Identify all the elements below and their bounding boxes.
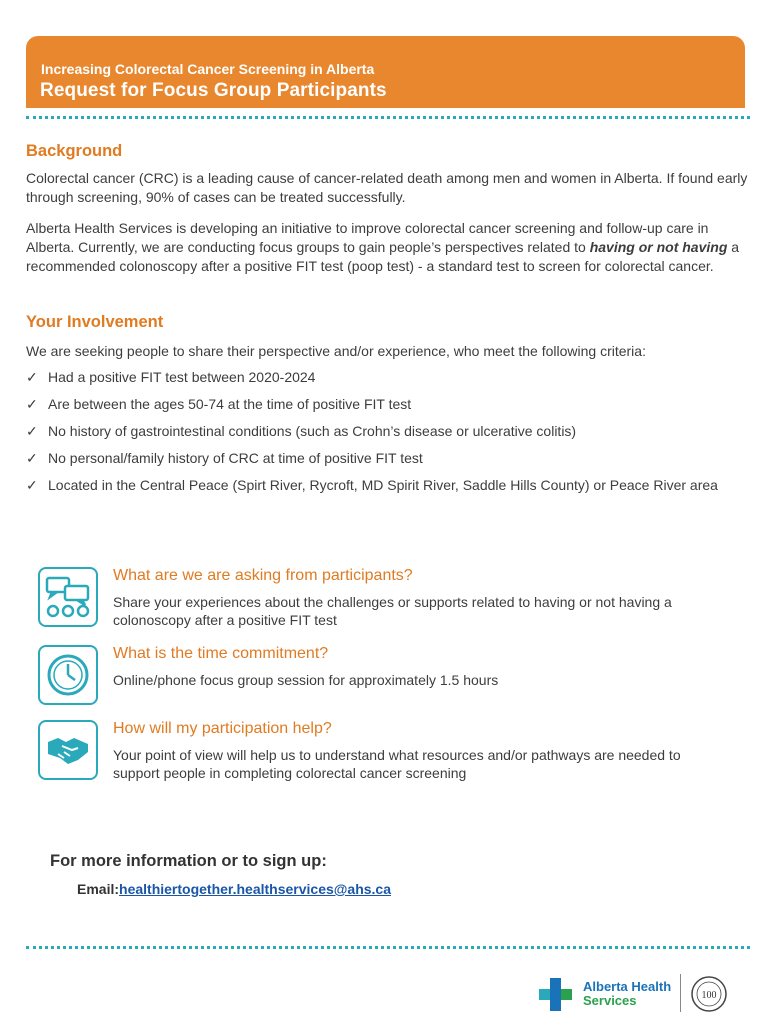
header-subtitle: Increasing Colorectal Cancer Screening in Alberta: [41, 61, 375, 77]
info-title-time: What is the time commitment?: [113, 645, 329, 662]
email-link[interactable]: healthiertogether.healthservices@ahs.ca: [119, 881, 392, 897]
background-heading: Background: [26, 142, 123, 160]
chat-bubbles-people-icon: [38, 567, 98, 627]
email-row: [77, 881, 391, 897]
top-divider: [26, 116, 750, 119]
background-paragraph-2: [26, 219, 751, 276]
criteria-item: [26, 395, 751, 414]
background-paragraph-1: Colorectal cancer (CRC) is a leading cause of cancer-related death among men and women in Alberta. If found early through screening, 90% of cases can be treated successfully.: [26, 170, 748, 205]
ahs-logo: [537, 972, 737, 1016]
logo-divider: [680, 974, 681, 1012]
criteria-text: Located in the Central Peace (Spirt River, Rycroft, MD Spirit River, Saddle Hills County) or Peace River area: [48, 477, 718, 493]
centennial-seal-icon: [689, 974, 729, 1014]
ahs-logo-text: [583, 980, 671, 1008]
background-section: [26, 142, 751, 276]
info-title-asking: What are we are asking from participants?: [113, 567, 413, 584]
handshake-icon: [38, 720, 98, 780]
logo-line-1: Alberta Health: [583, 979, 672, 994]
ahs-cross-icon: [537, 976, 577, 1012]
criteria-text: No personal/family history of CRC at time of positive FIT test: [48, 450, 423, 466]
email-label: Email:: [77, 881, 120, 897]
involvement-intro: We are seeking people to share their perspective and/or experience, who meet the following criteria:: [26, 343, 646, 359]
paragraph-2-emphasis: having or not having: [589, 239, 728, 255]
info-text-time: Online/phone focus group session for approximately 1.5 hours: [113, 672, 499, 688]
criteria-item: [26, 476, 728, 495]
check-icon: ✓: [26, 396, 38, 412]
handshake-svg: [44, 726, 92, 774]
header-banner: [26, 36, 745, 108]
check-icon: ✓: [26, 423, 38, 439]
info-text-help: Your point of view will help us to understand what resources and/or pathways are needed to support people in completing colorectal cancer screening: [113, 747, 681, 781]
info-text-asking: Share your experiences about the challenges or supports related to having or not having a colonoscopy after a positive FIT test: [113, 594, 672, 628]
contact-heading: For more information or to sign up:: [50, 852, 327, 870]
criteria-text: No history of gastrointestinal conditions (such as Crohn’s disease or ulcerative colitis): [48, 423, 577, 439]
paragraph-2-intro: Alberta Health Services is developing an initiative to improve colorectal cancer screening and follow-up care in Alberta. Currently, we are conducting focus groups to gain people’s perspectives related to: [26, 220, 709, 255]
involvement-heading: Your Involvement: [26, 313, 164, 331]
clock-icon: [38, 645, 98, 705]
info-block-help: [38, 720, 738, 784]
criteria-list: [26, 368, 751, 495]
check-icon: ✓: [26, 450, 38, 466]
bottom-divider: [26, 946, 750, 949]
check-icon: ✓: [26, 369, 38, 385]
criteria-item: [26, 449, 751, 468]
criteria-item: [26, 422, 751, 441]
criteria-text: Are between the ages 50-74 at the time of positive FIT test: [48, 396, 412, 412]
info-block-time: [38, 645, 738, 709]
involvement-section: [26, 313, 751, 495]
page-title: Request for Focus Group Participants: [40, 80, 387, 101]
info-block-asking: [38, 567, 738, 631]
logo-line-2: Services: [583, 993, 637, 1008]
criteria-item: [26, 368, 751, 387]
clock-svg: [44, 651, 92, 699]
chat-bubbles-people-svg: [44, 573, 92, 621]
seal-text: 100: [701, 990, 717, 1001]
check-icon: ✓: [26, 477, 38, 493]
criteria-text: Had a positive FIT test between 2020-2024: [48, 369, 316, 385]
paragraph-2-outro: a recommended colonoscopy after a positive FIT test (poop test) - a standard test to screen for colorectal cancer.: [26, 239, 740, 274]
info-title-help: How will my participation help?: [113, 720, 332, 737]
